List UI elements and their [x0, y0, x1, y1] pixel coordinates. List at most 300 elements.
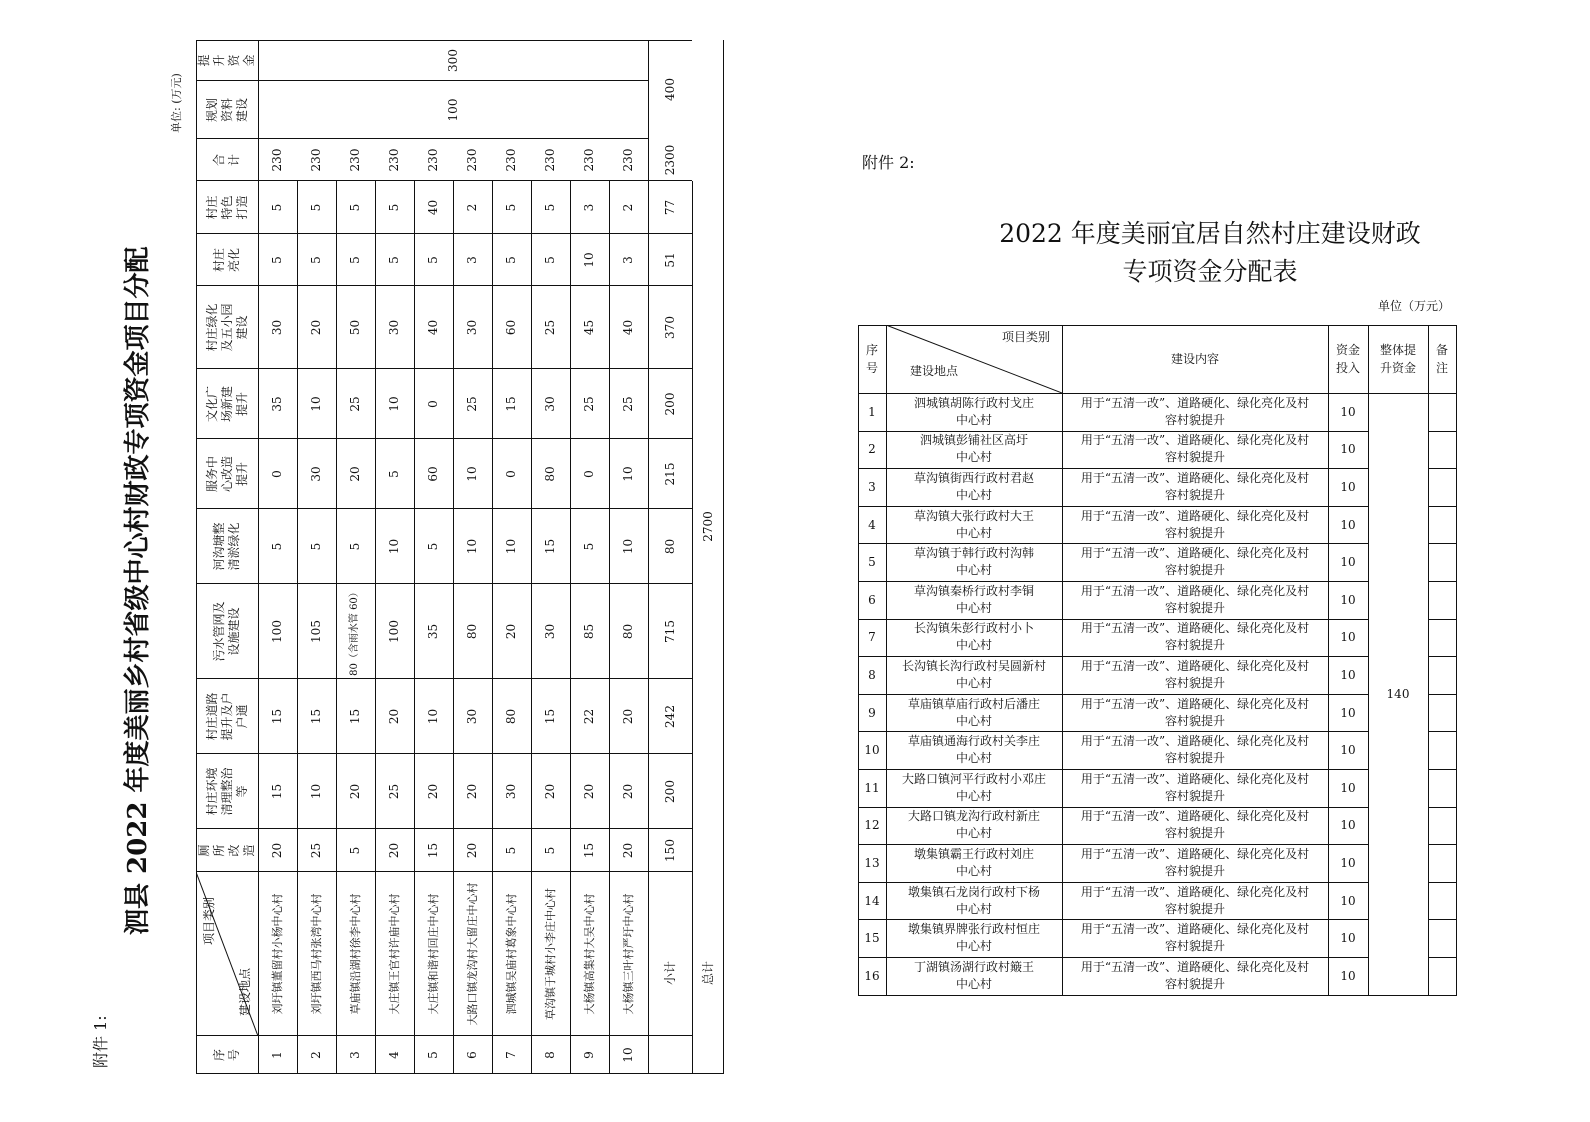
row-no: 13	[864, 855, 880, 870]
row-place-line2: 中心村	[955, 939, 992, 954]
annex1-row-value: 230	[504, 148, 518, 172]
annex1-row-no: 3	[348, 1051, 362, 1059]
annex1-row-value: 25	[621, 396, 635, 412]
row-content-line1: 用于“五清一改”、道路硬化、绿化亮化及村	[1080, 922, 1310, 937]
row-place	[886, 919, 1062, 957]
annex1-row-value: 15	[309, 708, 323, 725]
row-place-line1: 墩集镇霸王行政村刘庄	[913, 846, 1034, 861]
header-no: 序号	[865, 343, 878, 375]
row-place-line2: 中心村	[955, 826, 992, 841]
annex1-row-value: 10	[621, 466, 635, 482]
row-content	[1062, 807, 1328, 845]
annex1-row-value: 2	[465, 203, 479, 212]
row-place	[886, 731, 1062, 769]
annex1-row-place: 刘圩镇西马村张湾中心村	[309, 893, 323, 1015]
row-place-line1: 丁湖镇汤湖行政村簸王	[913, 959, 1034, 974]
row-invest: 10	[1340, 931, 1356, 946]
row-no: 6	[868, 592, 876, 607]
annex1-subtotal-value: 200	[662, 392, 677, 416]
row-content	[1062, 468, 1328, 506]
row-place	[886, 694, 1062, 732]
annex1-row-place: 泗城镇吴庙村葛象中心村	[504, 893, 518, 1015]
row-content-line1: 用于“五清一改”、道路硬化、绿化亮化及村	[1080, 734, 1310, 749]
row-invest: 10	[1340, 404, 1356, 419]
annex2-label: 附件 2:	[862, 153, 915, 172]
annex1-row-value: 5	[504, 203, 518, 212]
annex1-header-12: 规划资料建设	[204, 98, 249, 123]
annex1-row-no: 5	[426, 1051, 440, 1059]
row-content	[1062, 506, 1328, 544]
row-no: 15	[864, 931, 880, 946]
annex1-header-10: 村庄特色打造	[204, 195, 249, 220]
row-place-line2: 中心村	[955, 450, 992, 465]
row-place-line1: 长沟镇长沟行政村吴圆新村	[901, 658, 1046, 673]
row-note-cell	[1428, 468, 1457, 507]
row-place-line1: 大路口镇河平行政村小邓庄	[901, 771, 1046, 786]
annex1-row-place: 大庄镇王官村许庙中心村	[387, 893, 401, 1015]
row-content-line2: 容村貌提升	[1164, 939, 1225, 954]
annex1-row-value: 3	[465, 256, 479, 264]
annex1-row-value: 15	[270, 783, 284, 800]
annex1-row-value: 5	[387, 470, 401, 478]
annex1-row-value: 5	[426, 256, 440, 264]
row-place	[886, 656, 1062, 694]
annex1-row-value: 30	[465, 319, 479, 336]
annex1-row-value: 30	[543, 396, 557, 412]
row-content-line2: 容村貌提升	[1164, 450, 1225, 465]
row-content	[1062, 581, 1328, 619]
annex2-title	[860, 215, 1560, 291]
annex1-subtotal-value: 77	[662, 199, 677, 216]
annex1-row-value: 105	[309, 620, 323, 643]
annex1-subtotal-value: 215	[662, 462, 677, 486]
annex1-row-value: 2	[621, 203, 635, 212]
annex1-row-value: 40	[426, 199, 440, 216]
annex1-row-value: 100	[387, 620, 401, 643]
row-place-line1: 泗城镇胡陈行政村戈庄	[913, 395, 1034, 410]
header-corner-bottom: 建设地点	[909, 364, 958, 378]
annex1-row-value: 15	[504, 396, 518, 412]
annex1-header-5: 河沟塘整清淤绿化	[212, 522, 241, 571]
annex2-title-line1: 2022 年度美丽宜居自然村庄建设财政	[999, 219, 1421, 248]
row-content-line2: 容村貌提升	[1164, 563, 1225, 578]
row-content-line2: 容村貌提升	[1164, 901, 1225, 916]
annex1-row-value: 25	[543, 319, 557, 336]
annex1-row-no: 2	[309, 1051, 323, 1059]
annex1-row-value: 20	[543, 783, 557, 800]
annex1-row-value: 5	[426, 542, 440, 551]
row-note-cell	[1428, 919, 1457, 958]
annex1-subtotal-label: 小计	[662, 961, 677, 986]
annex1-row-value: 15	[270, 708, 284, 725]
annex1-row-value: 80（含雨水管 60）	[349, 587, 361, 676]
annex1-row-place: 草庙镇沿湖村徐李中心村	[348, 893, 362, 1015]
row-no: 2	[868, 442, 876, 457]
row-place-line1: 泗城镇彭铺社区高圩	[919, 433, 1028, 448]
annex1-row-value: 80	[621, 623, 635, 640]
row-content-line1: 用于“五清一改”、道路硬化、绿化亮化及村	[1080, 395, 1310, 410]
row-no: 3	[868, 479, 876, 494]
annex1-header-1: 厕所改造	[197, 844, 256, 857]
row-place-line1: 草沟镇秦桥行政村李铜	[913, 583, 1034, 598]
row-place-line1: 大路口镇龙沟行政村新庄	[907, 809, 1040, 824]
annex1-row-value: 20	[621, 783, 635, 800]
annex1-subtotal-value: 80	[662, 538, 677, 555]
annex1-row-value: 85	[582, 623, 596, 640]
annex1-upgrade-total: 300	[445, 49, 460, 72]
row-invest: 10	[1340, 442, 1356, 457]
annex1-row-value: 0	[426, 400, 440, 408]
annex1-row-place: 大杨镇三叶村严圩中心村	[621, 893, 635, 1015]
row-invest: 10	[1340, 667, 1356, 682]
annex1-title: 泗县 2022 年度美丽乡村省级中心村财政专项资金项目分配	[123, 246, 153, 935]
row-content-line1: 用于“五清一改”、道路硬化、绿化亮化及村	[1080, 959, 1310, 974]
row-content	[1062, 844, 1328, 882]
annex1-row-value: 3	[621, 256, 635, 264]
row-place-line2: 中心村	[955, 901, 992, 916]
row-place	[886, 468, 1062, 506]
annex1-row-value: 40	[621, 319, 635, 336]
row-place-line1: 草庙镇草庙行政村后潘庄	[907, 696, 1040, 711]
annex1-header-6: 服务中心改造提升	[204, 456, 249, 493]
row-place-line2: 中心村	[955, 487, 992, 502]
annex1-header-corner-bottom: 建设地点	[237, 968, 252, 1017]
row-place-line1: 墩集镇石龙岗行政村下杨	[907, 884, 1040, 899]
annex1-row-value: 10	[504, 538, 518, 555]
row-content-line2: 容村貌提升	[1164, 412, 1225, 427]
row-content-line1: 用于“五清一改”、道路硬化、绿化亮化及村	[1080, 884, 1310, 899]
header-upgrade: 整体提升资金	[1379, 343, 1416, 375]
annex1-row-value: 30	[270, 319, 284, 336]
annex1-row-value: 230	[543, 148, 557, 172]
row-note-cell	[1428, 581, 1457, 620]
row-note-cell	[1428, 393, 1457, 432]
row-invest: 10	[1340, 630, 1356, 645]
row-content	[1062, 769, 1328, 807]
row-content-line2: 容村貌提升	[1164, 826, 1225, 841]
annex1-row-value: 25	[309, 842, 323, 859]
row-content-line2: 容村貌提升	[1164, 675, 1225, 690]
annex1-total-label: 总计	[700, 961, 715, 986]
row-note-cell	[1428, 543, 1457, 582]
row-note-cell	[1428, 769, 1457, 808]
row-invest: 10	[1340, 479, 1356, 494]
annex1-label: 附件 1:	[91, 1015, 110, 1068]
annex1-row-value: 5	[309, 542, 323, 551]
annex1-row-no: 4	[387, 1051, 401, 1059]
row-content	[1062, 543, 1328, 581]
annex1-row-value: 80	[465, 623, 479, 640]
annex1-subtotal-value: 51	[662, 252, 677, 268]
annex1-row-value: 35	[426, 623, 440, 640]
row-content-line2: 容村貌提升	[1164, 788, 1225, 803]
row-content-line2: 容村貌提升	[1164, 600, 1225, 615]
row-no: 8	[868, 667, 876, 682]
row-place	[886, 844, 1062, 882]
annex1-row-value: 50	[348, 319, 362, 336]
annex1-row-value: 10	[309, 783, 323, 800]
row-content-line1: 用于“五清一改”、道路硬化、绿化亮化及村	[1080, 621, 1310, 636]
annex1-row-value: 60	[504, 319, 518, 336]
annex1-subtotal-value: 2300	[662, 144, 677, 176]
annex1-row-value: 230	[465, 148, 479, 172]
row-content-line2: 容村貌提升	[1164, 713, 1225, 728]
header-content: 建设内容	[1170, 352, 1219, 366]
row-no: 16	[864, 968, 880, 983]
annex1-row-value: 20	[465, 783, 479, 800]
annex1-row-value: 20	[465, 842, 479, 859]
annex1-row-value: 60	[426, 466, 440, 482]
annex1-row-value: 5	[582, 542, 596, 551]
row-place-line2: 中心村	[955, 412, 992, 427]
annex1-row-value: 10	[465, 466, 479, 482]
row-invest: 10	[1340, 818, 1356, 833]
row-note-cell	[1428, 656, 1457, 695]
row-content	[1062, 656, 1328, 694]
annex1-header-3: 村庄道路提升及户户通	[204, 692, 249, 741]
row-place	[886, 619, 1062, 657]
row-content	[1062, 619, 1328, 657]
row-content-line2: 容村貌提升	[1164, 638, 1225, 653]
annex1-row-place: 大杨镇高集村大吴中心村	[582, 893, 596, 1015]
row-note-cell	[1428, 957, 1457, 996]
row-no: 9	[868, 705, 876, 720]
row-no: 10	[864, 743, 880, 758]
annex1-row-value: 10	[465, 538, 479, 555]
row-content-line1: 用于“五清一改”、道路硬化、绿化亮化及村	[1080, 433, 1310, 448]
annex1-header-corner-top: 项目类别	[201, 897, 216, 946]
row-content-line1: 用于“五清一改”、道路硬化、绿化亮化及村	[1080, 508, 1310, 523]
row-content	[1062, 694, 1328, 732]
row-content-line1: 用于“五清一改”、道路硬化、绿化亮化及村	[1080, 546, 1310, 561]
header-invest: 资金投入	[1336, 343, 1361, 375]
annex1-total-value: 2700	[700, 511, 715, 542]
annex1-row-value: 5	[270, 203, 284, 212]
row-place-line2: 中心村	[955, 563, 992, 578]
row-content	[1062, 393, 1328, 431]
annex1-row-value: 10	[621, 538, 635, 555]
annex1-header-11: 合计	[212, 154, 241, 167]
row-place-line2: 中心村	[955, 788, 992, 803]
annex1-row-value: 30	[504, 783, 518, 800]
annex1-row-value: 15	[348, 708, 362, 725]
annex1-row-value: 230	[582, 148, 596, 172]
row-place-line2: 中心村	[955, 600, 992, 615]
row-note-cell	[1428, 731, 1457, 770]
annex1-row-value: 30	[387, 319, 401, 336]
row-no: 12	[864, 818, 880, 833]
row-note-cell	[1428, 694, 1457, 733]
annex1-row-place: 大路口镇龙沟村大留庄中心村	[465, 882, 479, 1026]
row-no: 5	[868, 555, 876, 570]
row-content-line2: 容村貌提升	[1164, 487, 1225, 502]
annex1-row-value: 20	[387, 708, 401, 725]
row-content-line1: 用于“五清一改”、道路硬化、绿化亮化及村	[1080, 809, 1310, 824]
row-invest: 10	[1340, 780, 1356, 795]
row-content-line1: 用于“五清一改”、道路硬化、绿化亮化及村	[1080, 658, 1310, 673]
annex1-row-value: 230	[426, 148, 440, 172]
annex1-row-value: 3	[582, 203, 596, 212]
row-place-line2: 中心村	[955, 863, 992, 878]
annex1-row-value: 10	[387, 396, 401, 412]
annex1-row-no: 1	[270, 1051, 284, 1059]
row-invest: 10	[1340, 592, 1356, 607]
annex1-row-value: 5	[348, 542, 362, 551]
header-note: 备注	[1435, 343, 1448, 375]
annex1-table	[196, 40, 724, 1074]
annex1-row-value: 40	[426, 319, 440, 336]
annex1-row-value: 80	[543, 466, 557, 482]
row-invest: 10	[1340, 555, 1356, 570]
annex1-row-value: 5	[270, 256, 284, 264]
annex1-row-value: 10	[309, 396, 323, 412]
row-note-cell	[1428, 506, 1457, 545]
row-invest: 10	[1340, 705, 1356, 720]
row-content-line1: 用于“五清一改”、道路硬化、绿化亮化及村	[1080, 696, 1310, 711]
annex1-row-value: 15	[582, 842, 596, 859]
annex1-row-value: 230	[309, 148, 323, 172]
annex1-row-value: 20	[621, 842, 635, 859]
annex1-subtotal-value: 150	[662, 839, 677, 862]
annex1-row-no: 8	[543, 1051, 557, 1059]
row-note-cell	[1428, 807, 1457, 846]
annex1-row-value: 20	[348, 466, 362, 482]
row-content	[1062, 882, 1328, 920]
row-note-cell	[1428, 882, 1457, 921]
annex1-row-value: 5	[309, 203, 323, 212]
row-place	[886, 957, 1062, 995]
annex1-row-value: 100	[270, 620, 284, 643]
annex1-subtotal-value: 200	[662, 780, 677, 803]
row-place-line2: 中心村	[955, 976, 992, 991]
row-content	[1062, 431, 1328, 469]
row-place	[886, 882, 1062, 920]
row-place-line2: 中心村	[955, 525, 992, 540]
row-place	[886, 506, 1062, 544]
annex2-table	[858, 325, 1456, 995]
annex1-row-value: 10	[426, 708, 440, 725]
row-place	[886, 769, 1062, 807]
annex1-subtotal-value: 370	[662, 316, 677, 339]
annex1-row-no: 6	[465, 1051, 479, 1059]
row-place	[886, 393, 1062, 431]
annex1-subtotal-value: 242	[662, 705, 677, 728]
annex2-unit: 单位（万元）	[1377, 299, 1450, 313]
row-content	[1062, 957, 1328, 995]
row-content	[1062, 731, 1328, 769]
row-place	[886, 581, 1062, 619]
annex1-row-value: 5	[504, 256, 518, 264]
annex1-row-value: 0	[270, 470, 284, 478]
annex1-row-value: 35	[270, 396, 284, 412]
row-place-line1: 墩集镇界牌张行政村恒庄	[907, 922, 1040, 937]
row-place	[886, 431, 1062, 469]
annex1-row-value: 230	[621, 148, 635, 172]
row-invest: 10	[1340, 893, 1356, 908]
annex1-row-value: 10	[387, 538, 401, 555]
annex1-header-7: 文化广场新建提升	[204, 386, 249, 423]
annex1-row-value: 230	[387, 148, 401, 172]
annex1-row-value: 20	[582, 783, 596, 800]
annex1-row-value: 230	[270, 148, 284, 172]
annex1-row-value: 20	[309, 319, 323, 336]
annex1-header-9: 村庄亮化	[212, 248, 241, 273]
row-content-line2: 容村貌提升	[1164, 976, 1225, 991]
annex1-unit: 单位: (万元)	[170, 73, 183, 133]
annex1-row-value: 25	[465, 396, 479, 412]
row-no: 1	[868, 404, 876, 419]
annex1-row-value: 5	[348, 256, 362, 264]
row-content-line1: 用于“五清一改”、道路硬化、绿化亮化及村	[1080, 470, 1310, 485]
annex1-row-value: 20	[504, 623, 518, 640]
row-place-line2: 中心村	[955, 713, 992, 728]
row-content	[1062, 919, 1328, 957]
annex1-row-value: 20	[387, 842, 401, 859]
row-place	[886, 807, 1062, 845]
annex1-row-value: 20	[426, 783, 440, 800]
row-place-line1: 草庙镇通海行政村关李庄	[907, 734, 1040, 749]
annex1-row-value: 5	[504, 846, 518, 855]
annex1-row-value: 20	[621, 708, 635, 725]
annex1-row-value: 30	[543, 623, 557, 640]
annex1-row-place: 刘圩镇董留村小杨中心村	[270, 893, 284, 1015]
annex1-row-place: 草沟镇于城村小李庄中心村	[543, 888, 557, 1020]
row-content-line1: 用于“五清一改”、道路硬化、绿化亮化及村	[1080, 846, 1310, 861]
annex1-row-value: 22	[582, 708, 596, 725]
annex1-header-8: 村庄绿化及五小园建设	[204, 303, 249, 352]
upgrade-total: 140	[1386, 686, 1410, 701]
annex1-row-value: 5	[387, 256, 401, 264]
row-content-line2: 容村貌提升	[1164, 751, 1225, 766]
row-place-line2: 中心村	[955, 638, 992, 653]
annex1-row-value: 25	[348, 396, 362, 412]
row-no: 11	[864, 780, 880, 795]
annex1-row-value: 20	[270, 842, 284, 859]
annex1-row-no: 9	[582, 1051, 596, 1059]
row-place-line1: 草沟镇于韩行政村沟韩	[913, 546, 1034, 561]
annex1-row-value: 80	[504, 708, 518, 725]
row-note-cell	[1428, 844, 1457, 883]
annex1-row-no: 10	[621, 1047, 635, 1063]
annex1-row-value: 5	[543, 846, 557, 855]
annex1-row-value: 5	[543, 256, 557, 264]
row-place-line1: 草沟镇街西行政村君赵	[913, 470, 1034, 485]
row-content-line1: 用于“五清一改”、道路硬化、绿化亮化及村	[1080, 771, 1310, 786]
annex1-row-value: 30	[465, 708, 479, 725]
row-content-line2: 容村貌提升	[1164, 863, 1225, 878]
row-place-line1: 长沟镇朱彭行政村小卜	[913, 621, 1034, 636]
annex1-row-value: 0	[582, 470, 596, 478]
annex1-row-value: 20	[348, 783, 362, 800]
row-content-line2: 容村貌提升	[1164, 525, 1225, 540]
row-note-cell	[1428, 431, 1457, 470]
row-invest: 10	[1340, 968, 1356, 983]
row-invest: 10	[1340, 517, 1356, 532]
annex1-row-value: 15	[543, 708, 557, 725]
row-no: 14	[864, 893, 880, 908]
annex1-row-value: 15	[426, 842, 440, 859]
annex1-row-value: 5	[543, 203, 557, 212]
row-content-line1: 用于“五清一改”、道路硬化、绿化亮化及村	[1080, 583, 1310, 598]
row-place	[886, 543, 1062, 581]
annex1-row-value: 230	[348, 148, 362, 172]
row-place-line2: 中心村	[955, 751, 992, 766]
annex1-row-value: 0	[504, 470, 518, 478]
annex1-subtotal-value: 715	[662, 620, 677, 643]
annex1-row-value: 5	[387, 203, 401, 212]
annex1-row-value: 10	[582, 252, 596, 268]
annex1-row-value: 30	[309, 466, 323, 482]
